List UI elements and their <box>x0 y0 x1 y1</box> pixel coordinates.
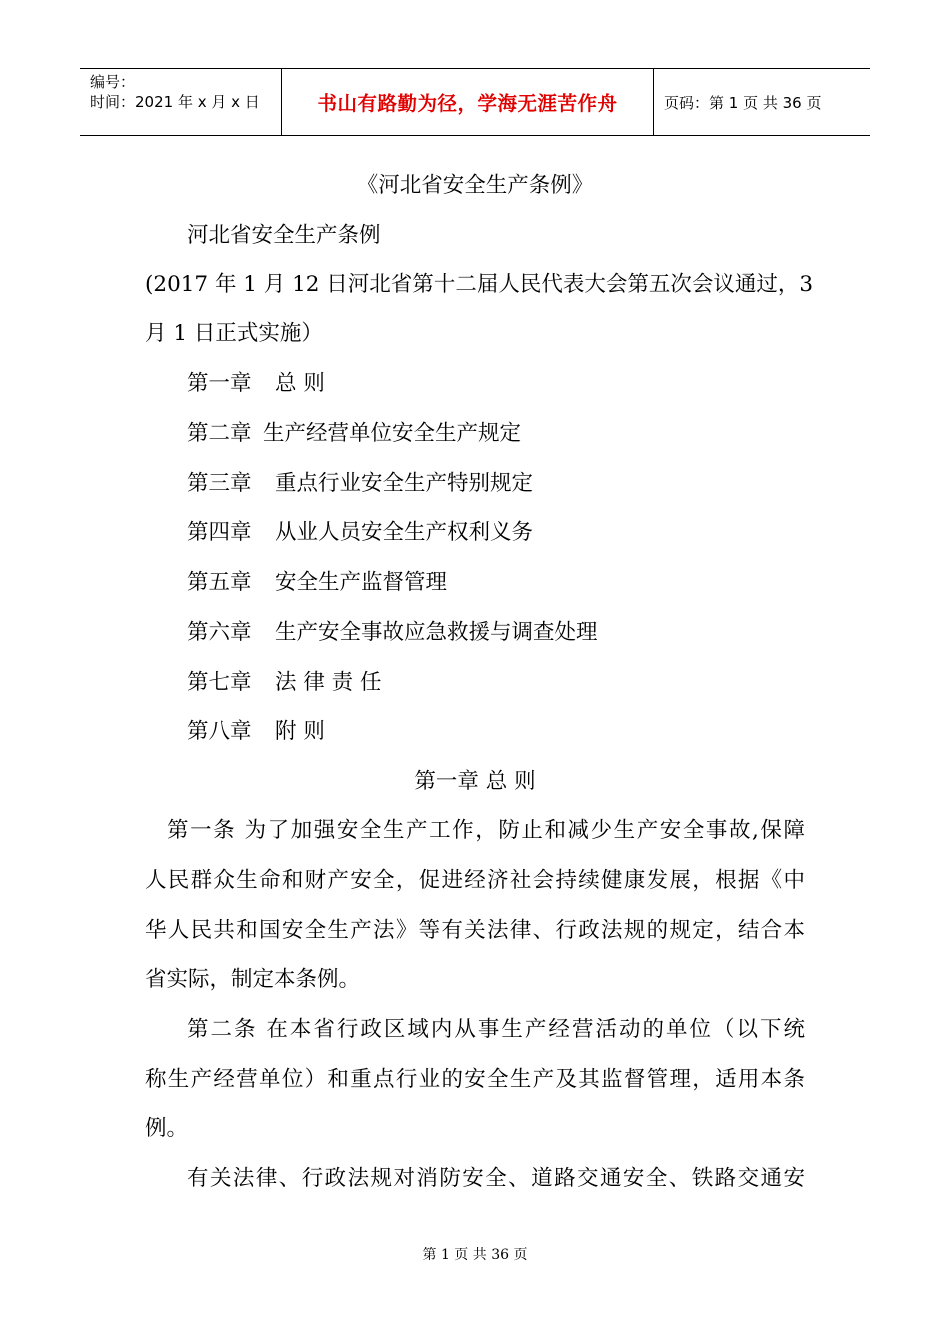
toc-chapter-name: 重点行业安全生产特别规定 <box>275 471 534 496</box>
toc-item-chapter-2 <box>187 419 521 449</box>
toc-item-chapter-7 <box>187 668 382 698</box>
toc-item-chapter-3 <box>187 469 533 499</box>
chapter-1-heading: 第一章 总 则 <box>414 769 536 794</box>
header-meta-cell <box>80 69 282 135</box>
article-2-paragraph-2-line-1: 有关法律、行政法规对消防安全、道路交通安全、铁路交通安 <box>187 1166 805 1191</box>
toc-item-chapter-6 <box>187 618 598 648</box>
toc-item-chapter-1 <box>187 369 325 399</box>
page-header <box>80 68 870 136</box>
article-1-line-1: 第一条 为了加强安全生产工作，防止和减少生产安全事故,保障 <box>167 818 805 843</box>
toc-chapter-name: 从业人员安全生产权利义务 <box>275 520 534 545</box>
adoption-note-line-2: 月 1 日正式实施） <box>145 321 323 346</box>
time-label: 时间：2021 年 x 月 x 日 <box>90 93 260 111</box>
article-1-line-3: 华人民共和国安全生产法》等有关法律、行政法规的规定，结合本 <box>145 918 805 943</box>
toc-chapter-number: 第五章 <box>187 570 252 595</box>
toc-chapter-number: 第八章 <box>187 719 252 744</box>
document-title: 河北省安全生产条例 <box>187 223 381 248</box>
toc-chapter-number: 第四章 <box>187 520 252 545</box>
toc-chapter-number: 第七章 <box>187 670 252 695</box>
toc-chapter-number: 第三章 <box>187 471 252 496</box>
toc-chapter-name: 生产经营单位安全生产规定 <box>263 421 522 446</box>
toc-chapter-name: 总 则 <box>275 371 325 396</box>
header-page-info: 页码：第 1 页 共 36 页 <box>664 93 822 112</box>
article-1-line-2: 人民群众生命和财产安全，促进经济社会持续健康发展，根据《中 <box>145 868 805 893</box>
article-2-line-3: 例。 <box>145 1116 189 1141</box>
article-2-line-1: 第二条 在本省行政区域内从事生产经营活动的单位（以下统 <box>187 1017 805 1042</box>
toc-item-chapter-8 <box>187 717 325 747</box>
toc-item-chapter-5 <box>187 568 447 598</box>
book-title: 《河北省安全生产条例》 <box>356 173 594 198</box>
toc-chapter-number: 第六章 <box>187 620 252 645</box>
toc-chapter-name: 安全生产监督管理 <box>275 570 448 595</box>
toc-chapter-number: 第二章 <box>187 421 252 446</box>
article-1-line-4: 省实际，制定本条例。 <box>145 967 361 992</box>
article-2-line-2: 称生产经营单位）和重点行业的安全生产及其监督管理，适用本条 <box>145 1067 805 1092</box>
toc-chapter-name: 附 则 <box>275 719 325 744</box>
header-motto: 书山有路勤为径，学海无涯苦作舟 <box>282 69 654 135</box>
toc-item-chapter-4 <box>187 518 533 548</box>
toc-chapter-number: 第一章 <box>187 371 252 396</box>
adoption-note-line-1: (2017 年 1 月 12 日河北省第十二届人民代表大会第五次会议通过，3 <box>145 272 813 297</box>
toc-chapter-name: 法 律 责 任 <box>275 670 382 695</box>
page-footer: 第 1 页 共 36 页 <box>422 1247 528 1263</box>
serial-number-label: 编号： <box>90 73 136 91</box>
toc-chapter-name: 生产安全事故应急救援与调查处理 <box>275 620 598 645</box>
